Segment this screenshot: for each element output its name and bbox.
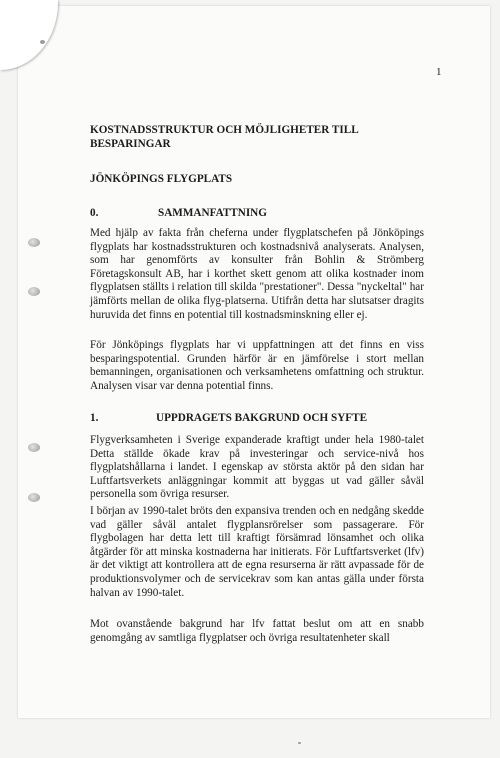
- page-number: 1: [436, 66, 442, 78]
- paragraph-background-1: Flygverksamheten i Sverige expanderade kraftigt under hela 1980-talet Detta ställde ökade krav på investeringar och service-nivå hos flygplatshållarna i landet. I egenskap av största aktör på den sidan har Luftfartsverkets anläggningar kommit att byggas ut vad gäller såväl personella som övriga resurser.: [90, 434, 424, 501]
- paragraph-summary-2: För Jönköpings flygplats har vi uppfattningen att det finns en viss besparingspotential. Grunden härför är en jämförelse i stort mellan bemanningen, organisationen och verksamhetens omfattning och struktur. Analysen visar var denna potential finns.: [90, 339, 424, 392]
- punch-hole-2: [28, 287, 40, 296]
- punch-hole-3: [28, 443, 40, 452]
- document-title-line-2: BESPARINGAR: [90, 138, 171, 150]
- section-1-number: 1.: [90, 412, 99, 424]
- punch-hole-4: [28, 493, 40, 502]
- paragraph-background-2: I början av 1990-talet bröts den expansiva trenden och en nedgång skedde vad gäller såväl antalet flygplansrörelser som passagerare. För flygbolagen har detta lett till kraftigt försämrad lönsamhet och olika åtgärder för att minska kostnaderna har initierats. För Luftfartsverket (lfv) är det viktigt att kontrollera att de egna resurserna är rätt avpassade för de produktionsvolymer och de servicekrav som kan antas gälla under första halvan av 1990-talet.: [90, 505, 424, 599]
- section-1-title: UPPDRAGETS BAKGRUND OCH SYFTE: [156, 412, 368, 424]
- punch-hole-1: [28, 238, 40, 247]
- paragraph-summary-1: Med hjälp av fakta från cheferna under flygplatschefen på Jönköpings flygplats har kostnadsstrukturen och kostnadsnivå analyserats. Analysen, som har genomförts av konsulter från Bohlin & Strömberg Företagskonsult AB, har i korthet skett genom att olika kostnader inom flygplatsen ställts i relation till skilda "prestationer". Dessa "nyckeltal" har jämförts mellan de olika flyg-platserna. Utifrån detta har slutsatser dragits huruvida det finns en potential till kostnadsminskning eller ej.: [90, 227, 424, 321]
- document-subtitle: JÖNKÖPINGS FLYGPLATS: [90, 173, 233, 185]
- section-0-title: SAMMANFATTNING: [158, 207, 267, 219]
- section-0-number: 0.: [90, 207, 99, 219]
- document-title-line-1: KOSTNADSSTRUKTUR OCH MÖJLIGHETER TILL: [90, 124, 359, 136]
- paragraph-background-3: Mot ovanstående bakgrund har lfv fattat beslut om att en snabb genomgång av samtliga flygplatser och övriga resultatenheter skall: [90, 618, 424, 644]
- scan-speck: [40, 40, 45, 44]
- scan-speck: [298, 742, 301, 744]
